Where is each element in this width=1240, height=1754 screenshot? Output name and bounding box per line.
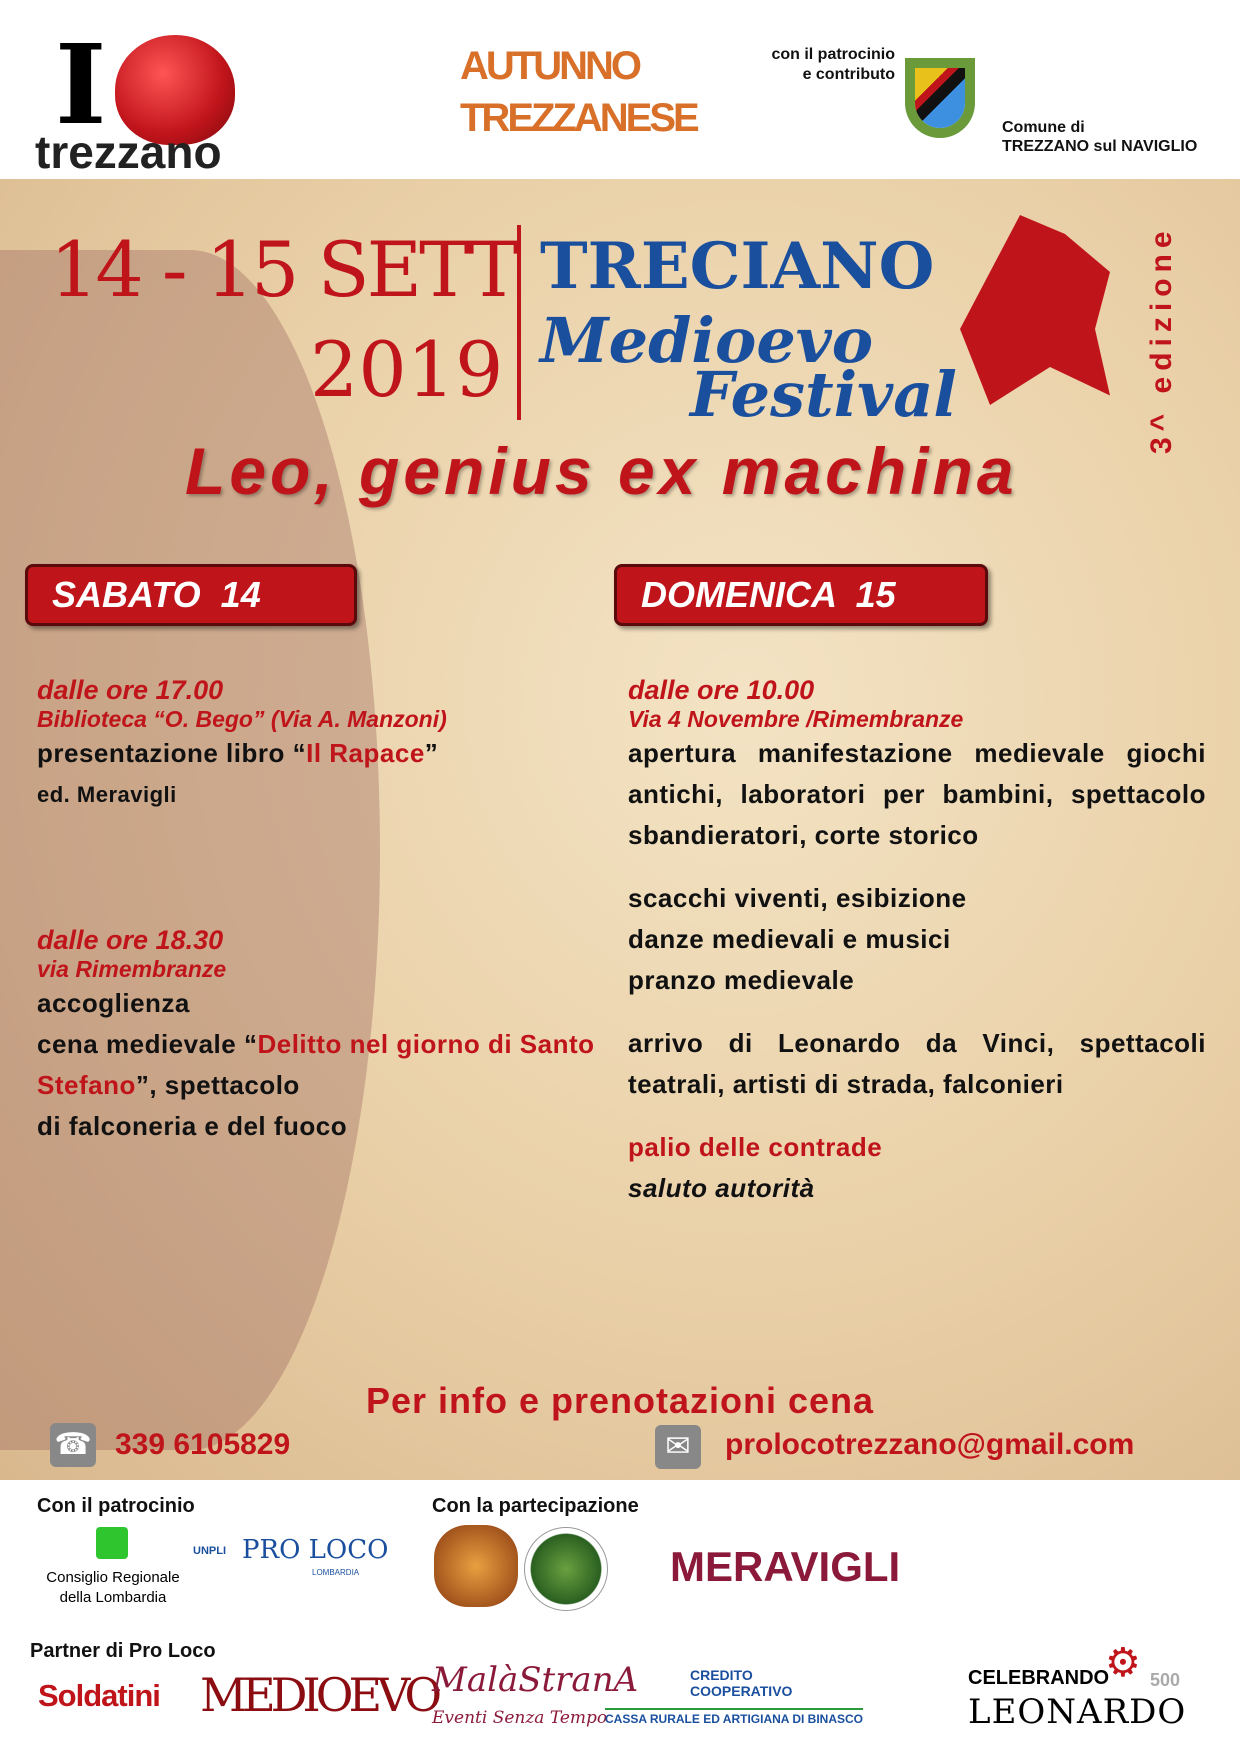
line: danze medievali e musici [628,924,951,954]
text: ” [424,738,439,768]
lombardia-text: LOMBARDIA [312,1568,360,1577]
paragraph-3: arrivo di Leonardo da Vinci, spettacoli teatrali, artisti di strada, falconieri [628,1028,1206,1099]
phone-icon: ☎ [50,1423,96,1467]
partecipazione-heading: Con la partecipazione [432,1495,639,1517]
tagline: Leo, genius ex machina [185,434,1018,508]
text: accoglienza [37,988,190,1018]
line: Consiglio Regionale [46,1569,180,1586]
comune-line2: TREZZANO sul NAVIGLIO [1002,138,1198,155]
text: di falconeria e del fuoco [37,1111,348,1141]
line: scacchi viventi, esibizione [628,883,967,913]
email-icon: ✉ [655,1425,701,1469]
contact-heading: Per info e prenotazioni cena [365,1380,875,1421]
title-divider [517,225,521,420]
celebrando-text: CELEBRANDO [968,1667,1110,1689]
leonardo-text: LEONARDO [968,1692,1187,1732]
edition-text: 3^ edizione [1145,225,1178,455]
malastrana-logo: MalàStranA [432,1660,639,1700]
saturday-block-1 [37,675,597,815]
time: dalle ore 17.00 [37,675,224,705]
credito-cooperativo-logo: CREDITO COOPERATIVO [690,1667,793,1699]
time: dalle ore 10.00 [628,675,815,705]
unpli-logo: UNPLI [193,1545,226,1557]
title-festival: Festival [690,358,957,431]
malastrana-subtitle: Eventi Senza Tempo [432,1708,608,1728]
time: dalle ore 18.30 [37,925,224,955]
saturday-label: SABATO 14 [25,564,357,626]
palio: palio delle contrade [628,1132,883,1162]
event-year: 2019 [310,325,504,414]
publisher: ed. Meravigli [37,782,177,807]
proloco-lombardia-logo: PRO LOCO [242,1535,389,1565]
saluto: saluto autorità [628,1173,815,1203]
balloon-sketch [0,250,380,1450]
title-treciano: TRECIANO [540,229,935,304]
i-letter: I [55,20,107,149]
meravigli-logo: MERAVIGLI [670,1543,901,1590]
phone-number[interactable]: 339 6105829 [115,1428,291,1461]
place: via Rimembranze [37,956,227,982]
comune-coat-of-arms [915,68,965,128]
autunno-text: AUTUNNO [460,44,639,88]
sunday-block [628,675,1206,1209]
line: della Lombardia [59,1589,167,1606]
book-title: Il Rapace [306,738,425,768]
text: cena medievale “ [37,1029,258,1059]
trezzano-text: trezzano [35,126,222,178]
partner-heading: Partner di Pro Loco [30,1640,216,1662]
bandieratori-logo-icon [434,1525,518,1607]
patrocinio-line: con il patrocinio [771,46,895,63]
cassa-rurale-text: CASSA RURALE ED ARTIGIANA DI BINASCO [605,1708,863,1726]
lombardia-logo-icon [96,1527,128,1559]
text: ”, spettacolo [135,1070,300,1100]
trezzanese-text: TREZZANESE [460,96,697,140]
comune-text [1002,118,1227,156]
soldatini-logo: Soldatini [38,1678,160,1713]
autunno-trezzanese-logo [460,40,697,144]
medioevo-logo: MEDIOEVO [200,1668,438,1722]
i-love-trezzano-logo [35,20,245,178]
contributo-line: e contributo [802,66,895,83]
paragraph-1: apertura manifestazione medievale giochi antichi, laboratori per bambini, spettacolo sbandieratori, corte storico [628,738,1206,850]
sunday-label: DOMENICA 15 [614,564,988,626]
tree-logo-icon [524,1527,608,1611]
title-medioevo: Medioevo [540,304,874,377]
comune-line1: Comune di [1002,119,1085,136]
patrocinio-heading: Con il patrocinio [37,1495,195,1517]
saturday-block-2 [37,925,597,1147]
email-link[interactable]: prolocotrezzano@gmail.com [725,1428,1135,1461]
num-500: 500 [1150,1670,1181,1690]
event-dates: 14 - 15 SETT [50,225,516,314]
place: Via 4 Novembre /Rimembranze [628,706,964,732]
place: Biblioteca “O. Bego” (Via A. Manzoni) [37,706,447,732]
dinner-title: Delitto nel giorno di Santo Stefano [37,1029,595,1100]
patrocinio-text [720,45,895,85]
consiglio-text [33,1568,193,1608]
gear-icon: ⚙ [1105,1641,1141,1685]
text: presentazione libro “ [37,738,307,768]
line: pranzo medievale [628,965,855,995]
